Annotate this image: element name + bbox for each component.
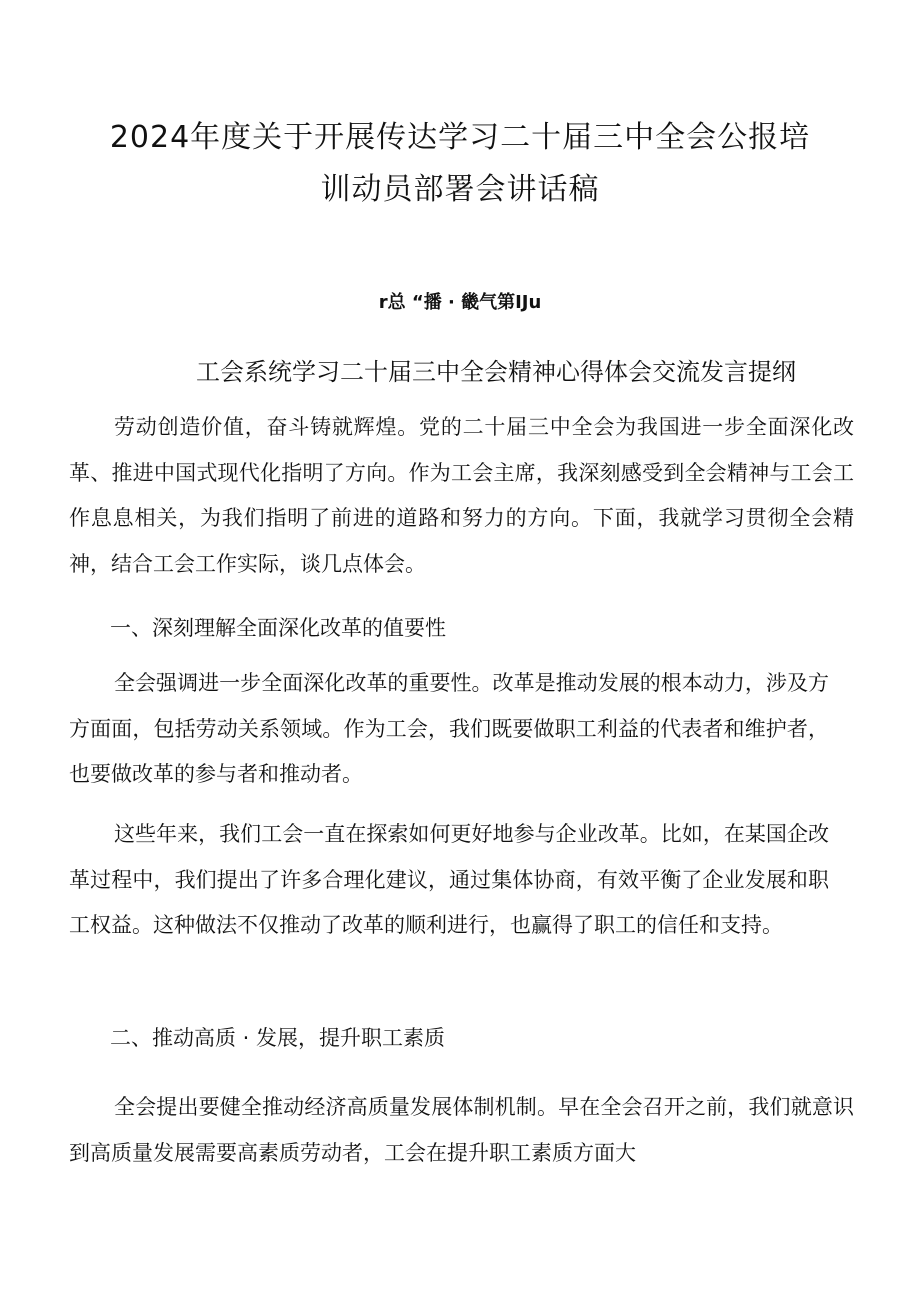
document-heading: 工会系统学习二十届三中全会精神心得体会交流发言提纲	[196, 358, 796, 386]
paragraph-quality-development: 全会提出要健全推动经济高质量发展体制机制。早在全会召开之前，我们就意识到高质量发展需要高素质劳动者，工会在提升职工素质方面大	[69, 1095, 854, 1165]
section-heading-2: 二、推动高质 · 发展，提升职工素质	[110, 1026, 446, 1050]
section-heading-1: 一、深刻理解全面深化改革的值要性	[110, 616, 446, 640]
document-title	[60, 112, 860, 216]
paragraph-reform-practice: 这些年来，我们工会一直在探索如何更好地参与企业改革。比如，在某国企改革过程中，我们提出了许多合理化建议，通过集体协商，有效平衡了企业发展和职工权益。这种做法不仅推动了改革的顺利进行，也赢得了职工的信任和支持。	[69, 822, 829, 937]
paragraph-intro: 劳动创造价值，奋斗铸就辉煌。党的二十届三中全会为我国进一步全面深化改革、推进中国式现代化指明了方向。作为工会主席，我深刻感受到全会精神与工会工作息息相关，为我们指明了前进的道路和努力的方向。下面，我就学习贯彻全会精神，结合工会工作实际，谈几点体会。	[69, 415, 854, 576]
title-line-2: 训动员部署会讲话稿	[320, 172, 600, 207]
document-subtitle: r总 “播 · 畿气第IJu	[378, 292, 542, 313]
paragraph-reform-importance: 全会强调进一步全面深化改革的重要性。改革是推动发展的根本动力，涉及方方面面，包括劳动关系领域。作为工会，我们既要做职工利益的代表者和维护者，也要做改革的参与者和推动者。	[69, 671, 829, 786]
title-line-1: 2024年度关于开展传达学习二十届三中全会公报培	[109, 120, 811, 155]
